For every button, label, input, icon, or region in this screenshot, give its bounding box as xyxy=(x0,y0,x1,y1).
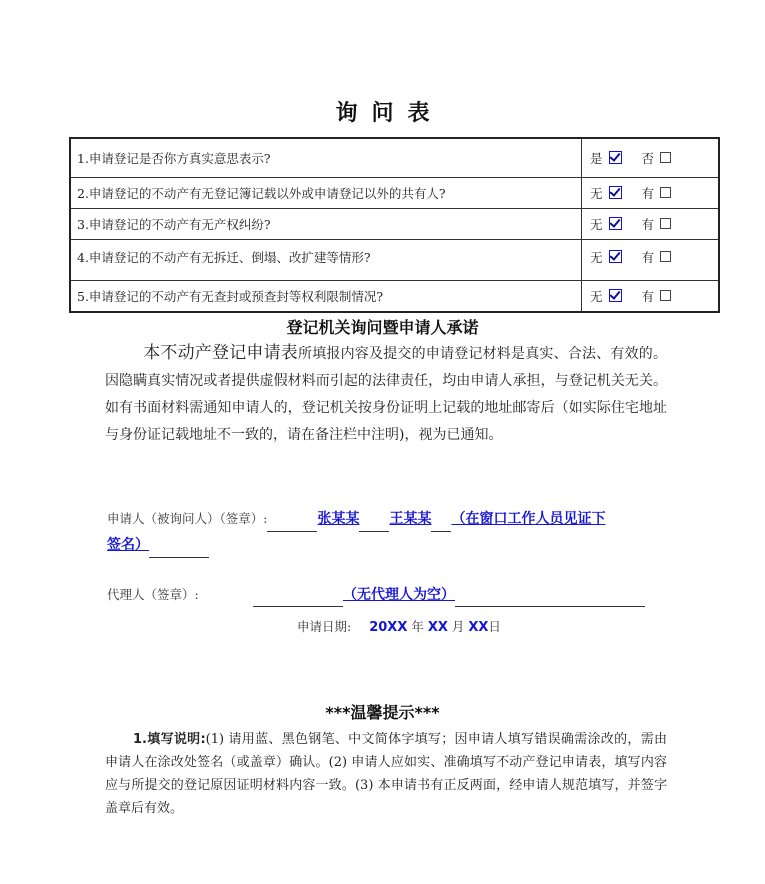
commitment-heading: 登记机关询问暨申请人承诺 xyxy=(286,318,479,337)
empty-checkbox-icon[interactable] xyxy=(660,187,671,198)
agent-signature xyxy=(107,583,667,607)
empty-checkbox-icon[interactable] xyxy=(660,152,671,163)
checked-checkbox-icon[interactable] xyxy=(609,289,622,302)
question-text: 4.申请登记的不动产有无拆迁、倒塌、改扩建等情形? xyxy=(70,239,582,280)
question-text: 3.申请登记的不动产有无产权纠纷? xyxy=(70,208,582,239)
table-row xyxy=(70,138,719,177)
tips-item-label: 1.填写说明: xyxy=(133,732,206,747)
commitment-body: 所填报内容及提交的申请登记材料是真实、合法、有效的。因隐瞒真实情况或者提供虚假材料而引起的法律责任，均由申请人承担，与登记机关无关。如有书面材料需通知申请人的，登记机关按身份证明上记载的地址邮寄后（如实际住宅地址与身份证记载地址不一致的，请在备注栏中注明)，视为已通知。 xyxy=(105,346,667,443)
signature-line xyxy=(455,588,645,607)
commitment-paragraph xyxy=(105,340,667,449)
checked-checkbox-icon[interactable] xyxy=(609,186,622,199)
signature-line xyxy=(253,588,343,607)
option-no-label: 有 xyxy=(641,288,655,304)
option-yes-label: 无 xyxy=(590,185,603,201)
inquiry-table xyxy=(69,137,720,313)
answer-cell xyxy=(582,177,720,208)
question-text: 1.申请登记是否你方真实意思表示? xyxy=(70,138,582,177)
date-day[interactable]: XX xyxy=(468,620,489,635)
answer-cell xyxy=(582,280,720,312)
checked-checkbox-icon[interactable] xyxy=(609,217,622,230)
month-unit: 月 xyxy=(451,619,465,634)
signature-line xyxy=(431,531,451,532)
table-row xyxy=(70,177,719,208)
table-row xyxy=(70,208,719,239)
agent-value[interactable]: （无代理人为空） xyxy=(343,587,455,603)
checked-checkbox-icon[interactable] xyxy=(609,250,622,263)
commitment-lead: 本不动产登记申请表 xyxy=(143,343,298,363)
table-row xyxy=(70,280,719,312)
signature-line xyxy=(267,531,317,532)
empty-checkbox-icon[interactable] xyxy=(660,218,671,229)
option-yes-label: 是 xyxy=(590,150,603,166)
tips-item-text: (1) 请用蓝、黑色钢笔、中文简体字填写；因申请人填写错误确需涂改的，需由申请人在涂改处签名（或盖章）确认。(2) 申请人应如实、准确填写不动产登记申请表，填写内容应与所提交的登记原因证明材料内容一致。(3) 本申请书有正反两面，经申请人规范填写，并签字盖章后有效。 xyxy=(105,732,667,816)
empty-checkbox-icon[interactable] xyxy=(660,290,671,301)
option-yes-label: 无 xyxy=(590,288,603,304)
applicant-note-cont[interactable]: 签名） xyxy=(107,537,149,553)
empty-checkbox-icon[interactable] xyxy=(660,251,671,262)
option-no-label: 有 xyxy=(641,216,655,232)
agent-label: 代理人（签章）: xyxy=(107,587,199,602)
page-title: 询问表 xyxy=(335,101,444,126)
checked-checkbox-icon[interactable] xyxy=(609,151,622,164)
year-unit: 年 xyxy=(411,619,424,634)
option-no-label: 有 xyxy=(641,249,655,265)
date-month[interactable]: XX xyxy=(427,620,448,635)
tips-heading: ***温馨提示*** xyxy=(325,703,440,722)
applicant-signature xyxy=(107,506,667,558)
applicant-label: 申请人（被询问人）（签章）: xyxy=(107,511,268,526)
applicant-note[interactable]: （在窗口工作人员见证下 xyxy=(451,511,606,527)
applicant-name-1[interactable]: 张某某 xyxy=(317,511,360,527)
date-year[interactable]: 20XX xyxy=(369,620,408,635)
answer-cell xyxy=(582,208,720,239)
option-no-label: 否 xyxy=(641,150,655,166)
day-unit: 日 xyxy=(488,619,501,634)
signature-line xyxy=(149,539,209,558)
table-row xyxy=(70,239,719,280)
option-no-label: 有 xyxy=(641,185,655,201)
tips-paragraph xyxy=(105,728,667,820)
answer-cell xyxy=(582,239,720,280)
question-text: 2.申请登记的不动产有无登记簿记载以外或申请登记以外的共有人? xyxy=(70,177,582,208)
question-text: 5.申请登记的不动产有无查封或预查封等权利限制情况? xyxy=(70,280,582,312)
signature-line xyxy=(359,531,389,532)
answer-cell xyxy=(582,138,720,177)
date-label: 申请日期: xyxy=(297,619,352,634)
applicant-name-2[interactable]: 王某某 xyxy=(389,511,432,527)
option-yes-label: 无 xyxy=(590,216,603,232)
application-date xyxy=(297,616,501,639)
option-yes-label: 无 xyxy=(590,249,603,265)
